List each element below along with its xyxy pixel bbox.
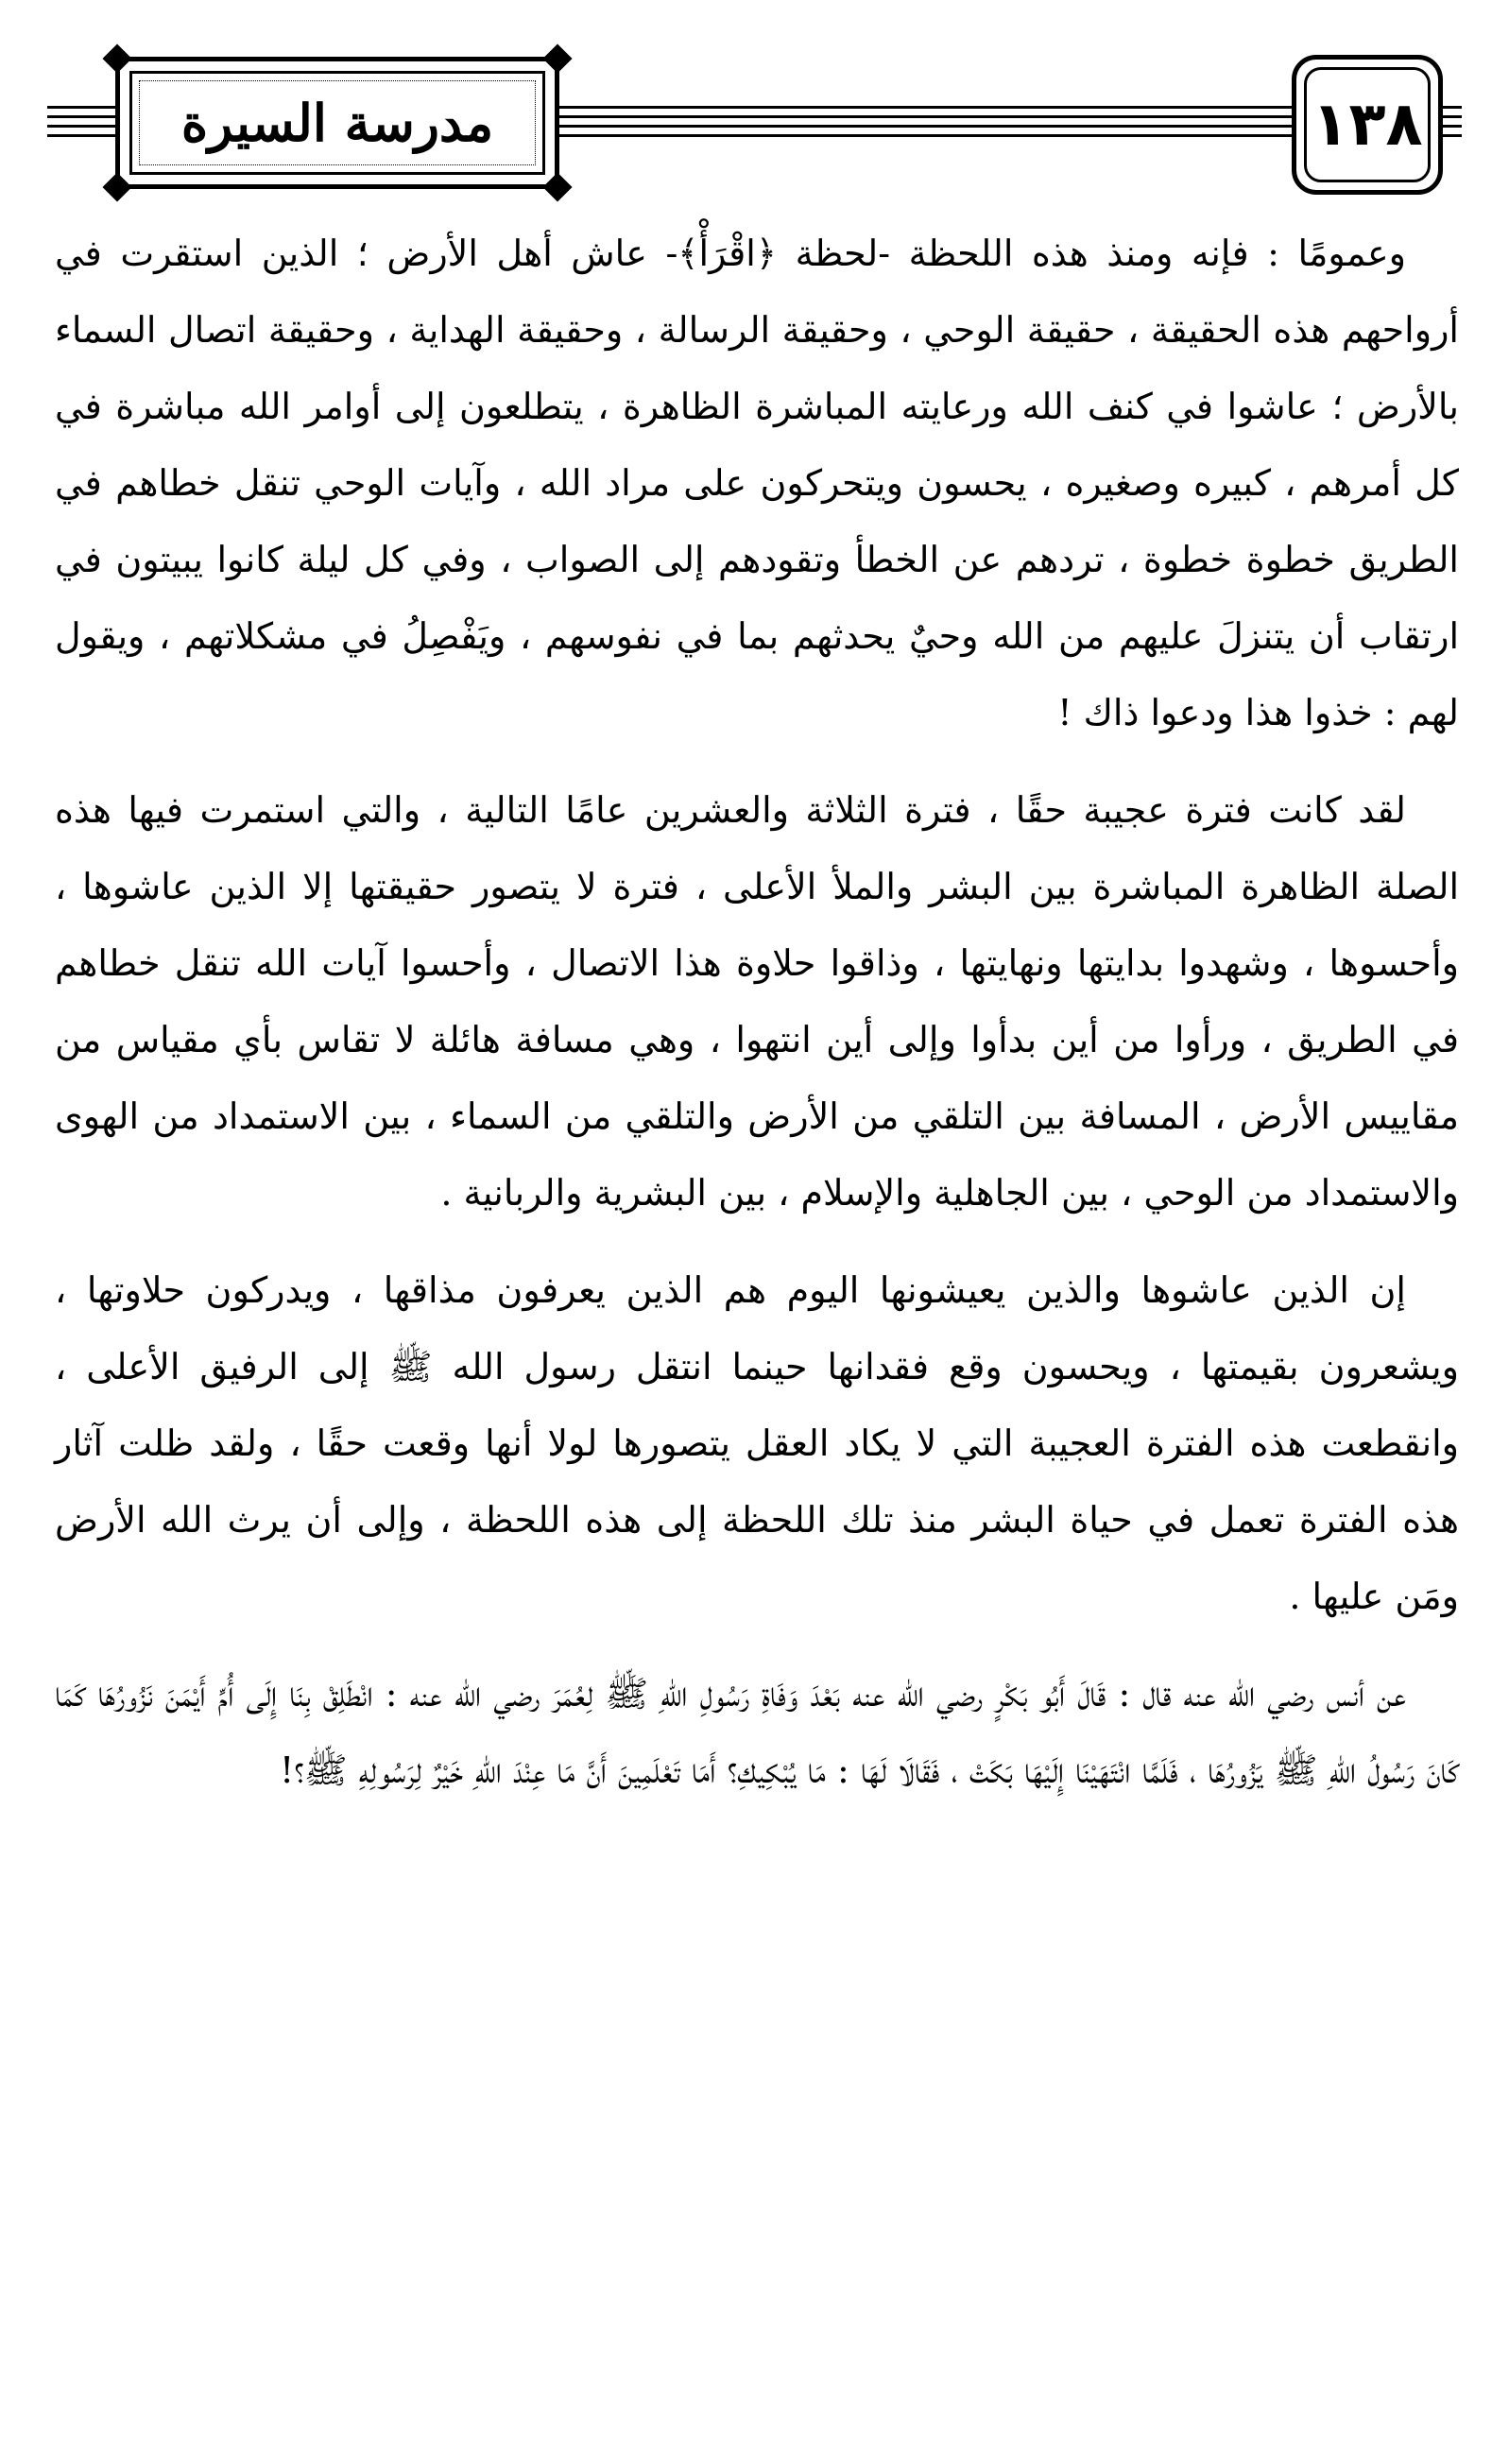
book-title: مدرسة السيرة	[180, 93, 494, 153]
book-title-frame	[115, 57, 559, 189]
body-paragraph: لقد كانت فترة عجيبة حقًا ، فترة الثلاثة والعشرين عامًا التالية ، والتي استمرت فيها هذه الصلة الظاهرة المباشرة بين البشر والملأ الأعلى ، فترة لا يتصور حقيقتها إلا الذين عاشوها ، وأحسوها ، وشهدوا بدايتها ونهايتها ، وذاقوا حلاوة هذا الاتصال ، وأحسوا آيات الله تنقل خطاهم في الطريق ، ورأوا من أين بدأوا وإلى أين انتهوا ، وهي مسافة هائلة لا تقاس بأي مقياس من مقاييس الأرض ، المسافة بين التلقي من الأرض والتلقي من السماء ، بين الاستمداد من الهوى والاستمداد من الوحي ، بين الجاهلية والإسلام ، بين البشرية والربانية .	[55, 789, 1459, 1214]
body-paragraph: وعمومًا : فإنه ومنذ هذه اللحظة -لحظة ﴿اقْرَأْ﴾- عاش أهل الأرض ؛ الذين استقرت في أرواحهم هذه الحقيقة ، حقيقة الوحي ، وحقيقة الرسالة ، وحقيقة الهداية ، وحقيقة اتصال السماء بالأرض ؛ عاشوا في كنف الله ورعايته المباشرة الظاهرة ، يتطلعون إلى أوامر الله مباشرة في كل أمرهم ، كبيره وصغيره ، يحسون ويتحركون على مراد الله ، وآيات الوحي تنقل خطاهم في الطريق خطوة خطوة ، تردهم عن الخطأ وتقودهم إلى الصواب ، وفي كل ليلة كانوا يبيتون في ارتقاب أن يتنزلَ عليهم من الله وحيٌ يحدثهم بما في نفوسهم ، ويَفْصِلُ في مشكلاتهم ، ويقول لهم : خذوا هذا ودعوا ذاك !	[55, 233, 1459, 733]
page-number-frame	[1292, 55, 1443, 195]
frame-corner-ornament	[542, 43, 572, 73]
frame-corner-ornament	[102, 43, 131, 73]
page-number: ١٣٨	[1312, 90, 1423, 160]
frame-corner-ornament	[102, 172, 131, 201]
page-body	[55, 215, 1459, 1830]
frame-corner-ornament	[542, 172, 572, 201]
page-header	[47, 45, 1462, 206]
body-paragraph: إن الذين عاشوها والذين يعيشونها اليوم هم الذين يعرفون مذاقها ، ويدركون حلاوتها ، ويشعرون بقيمتها ، ويحسون وقع فقدانها حينما انتقل رسول الله ﷺ إلى الرفيق الأعلى ، وانقطعت هذه الفترة العجيبة التي لا يكاد العقل يتصورها لولا أنها وقعت حقًا ، ولقد ظلت آثار هذه الفترة تعمل في حياة البشر منذ تلك اللحظة إلى هذه اللحظة ، وإلى أن يرث الله الأرض ومَن عليها .	[55, 1269, 1459, 1617]
hadith-paragraph: عن أنس رضي الله عنه قال : قَالَ أَبُو بَكْرٍ رضي الله عنه بَعْدَ وَفَاةِ رَسُولِ اللهِ ﷺ لِعُمَرَ رضي الله عنه : انْطَلِقْ بِنَا إِلَى أُمِّ أَيْمَنَ نَزُورُهَا كَمَا كَانَ رَسُولُ اللهِ ﷺ يَزُورُهَا ، فَلَمَّا انْتَهَيْنَا إِلَيْهَا بَكَتْ ، فَقَالَا لَهَا : مَا يُبْكِيكِ؟ أَمَا تَعْلَمِينَ أَنَّ مَا عِنْدَ اللهِ خَيْرٌ لِرَسُولِهِ ﷺ؟!	[55, 1673, 1459, 1791]
